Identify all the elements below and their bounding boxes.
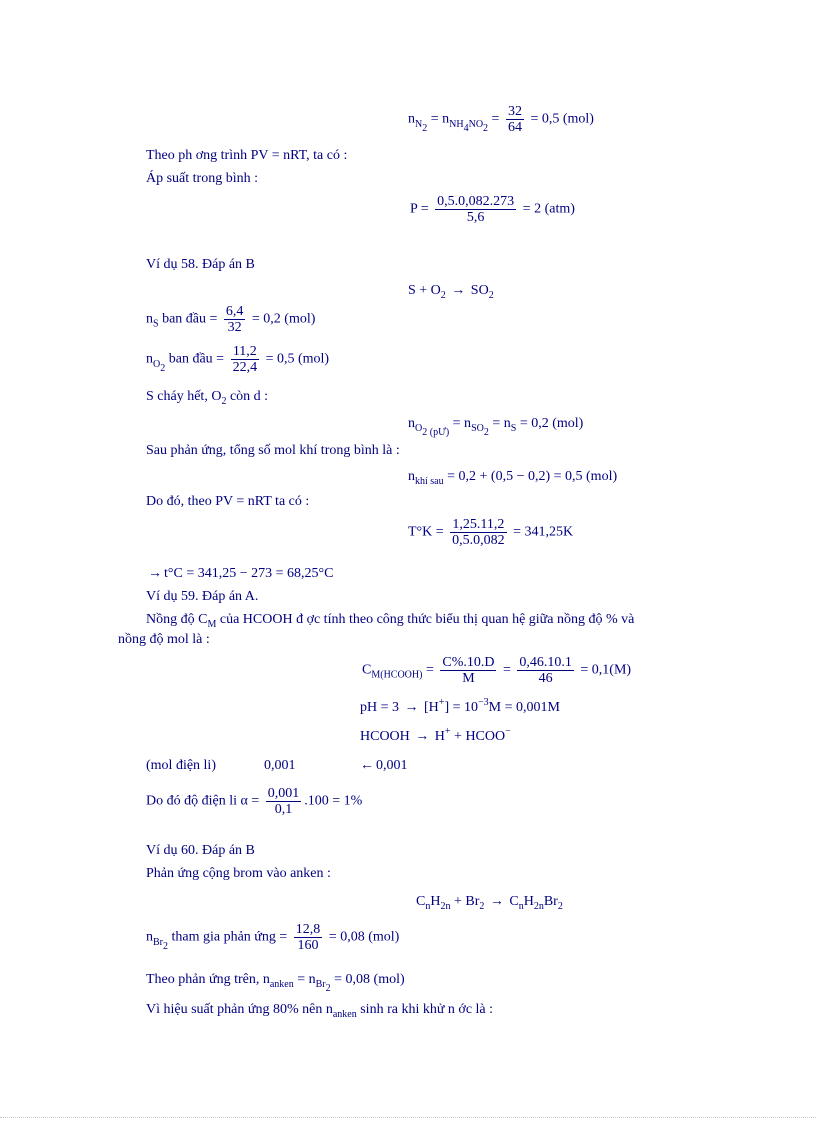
arrow-right-icon: → xyxy=(451,283,466,298)
equation-ph: pH = $3 \to [H^+] = 10^{-3}M = 0,001M$ xyxy=(360,697,560,715)
equation-s-o2: $S + O_2 \to SO_2$ xyxy=(408,283,494,301)
text-phan-ung-cong-brom: Phản ứng cộng brom vào anken : xyxy=(146,866,331,881)
fraction-temperature: $\frac{1,25.11,2}{0,5.0,082}$ xyxy=(452,517,505,548)
arrow-right-icon: → xyxy=(148,566,162,581)
equation-moles-gas-after: $n_{khí sau} = 0,2 + (0,5 - 0,2) = 0,5$ (mol) xyxy=(408,469,618,487)
text-nong-do-line2: nồng độ mol là : xyxy=(118,632,210,647)
text-theo-phan-ung-tren: Theo phản ứng trên, $n_{anken} = n_{Br_2} = 0,08$ (mol) xyxy=(146,972,405,994)
equation-moles-n2: $n_{N_2} = n_{NH_4NO_2}$ = $\frac{32}{64}$ = 0,5 (mol) xyxy=(408,104,594,135)
arrow-right-icon: → xyxy=(415,729,430,744)
fraction-values: $\frac{0,46.10.1}{46}$ xyxy=(519,655,572,686)
fraction-11.2-22.4: $\frac{11,2}{22,4}$ xyxy=(232,344,258,375)
row-mol-dien-li: (mol điện li) xyxy=(146,758,216,773)
text-ap-suat: Áp suất trong bình : xyxy=(146,171,258,186)
equation-temperature-c: → t°C = 341,25 − 273 = 68,25°C xyxy=(148,566,334,581)
value-mol-dien-li-1: 0,001 xyxy=(264,758,296,773)
equation-pressure: P = $\frac{0,5.0,082.273}{5,6}$ = 2 (atm) xyxy=(410,194,575,225)
page-bottom-divider xyxy=(0,1117,816,1118)
fraction-6.4-32: $\frac{6,4}{32}$ xyxy=(225,304,244,335)
fraction-32-64: $\frac{32}{64}$ xyxy=(507,104,522,135)
arrow-right-icon: → xyxy=(489,894,504,909)
equation-concentration: $C_{M(HCOOH)}$ = $\frac{C\%.10.D}{M}$ = $\frac{0,46.10.1}{46}$ = 0,1(M) xyxy=(362,655,632,686)
text-theo-phuong-trinh: Theo ph ơng trình PV = nRT, ta có : xyxy=(146,148,348,163)
heading-example-58: Ví dụ 58. Đáp án B xyxy=(146,257,255,272)
fraction-pressure: $\frac{0,5.0,082.273}{5,6}$ xyxy=(437,194,515,225)
fraction-12.8-160: $\frac{12,8}{160}$ xyxy=(295,922,321,953)
text-nong-do-line1: Nồng độ $C_M$ của HCOOH đ ợc tính theo công thức biểu thị quan hệ giữa nồng độ % và xyxy=(146,612,635,630)
arrow-left-icon: ← xyxy=(360,758,374,773)
text-sau-phan-ung: Sau phản ứng, tổng số mol khí trong bình là : xyxy=(146,443,400,458)
equation-moles-o2: $n_{O_2}$ ban đầu = $\frac{11,2}{22,4}$ = 0,5 (mol) xyxy=(146,344,330,375)
equation-moles-br2: $n_{Br_2}$ tham gia phản ứng = $\frac{12,8}{160}$ = 0,08 (mol) xyxy=(146,922,400,953)
equation-moles-s: $n_S$ ban đầu = $\frac{6,4}{32}$ = 0,2 (mol) xyxy=(146,304,316,335)
equation-moles-reacted: $n_{O_{2 (pƯ)}} = n_{SO_2} = n_S = 0,2$ (mol) xyxy=(408,416,584,438)
value-mol-dien-li-2: ← 0,001 xyxy=(360,758,408,773)
text-vi-hieu-suat: Vì hiệu suất phản ứng 80% nên $n_{anken}$ sinh ra khi khử n ớc là : xyxy=(146,1002,494,1020)
heading-example-60: Ví dụ 60. Đáp án B xyxy=(146,843,255,858)
arrow-right-icon: → xyxy=(404,700,419,715)
text-s-chay-het: S cháy hết, $O_2$ còn d : xyxy=(146,389,269,407)
equation-degree-dissociation: Do đó độ điện li α = $\frac{0,001}{0,1}$ .100 = 1% xyxy=(146,786,363,817)
fraction-formula: $\frac{C\%.10.D}{M}$ xyxy=(442,655,495,686)
equation-dissociation: HCOOH → H+ + HCOO− xyxy=(360,726,511,744)
equation-bromine-addition: $C_nH_{2n} + Br_2 \to C_nH_{2n}Br_2$ xyxy=(416,894,563,912)
equation-temperature-k: T°K = $\frac{1,25.11,2}{0,5.0,082}$ = 341,25K xyxy=(408,517,574,548)
heading-example-59: Ví dụ 59. Đáp án A. xyxy=(146,589,259,604)
text-do-do-pv: Do đó, theo PV = nRT ta có : xyxy=(146,494,310,509)
fraction-alpha: $\frac{0,001}{0,1}$ xyxy=(267,786,300,817)
